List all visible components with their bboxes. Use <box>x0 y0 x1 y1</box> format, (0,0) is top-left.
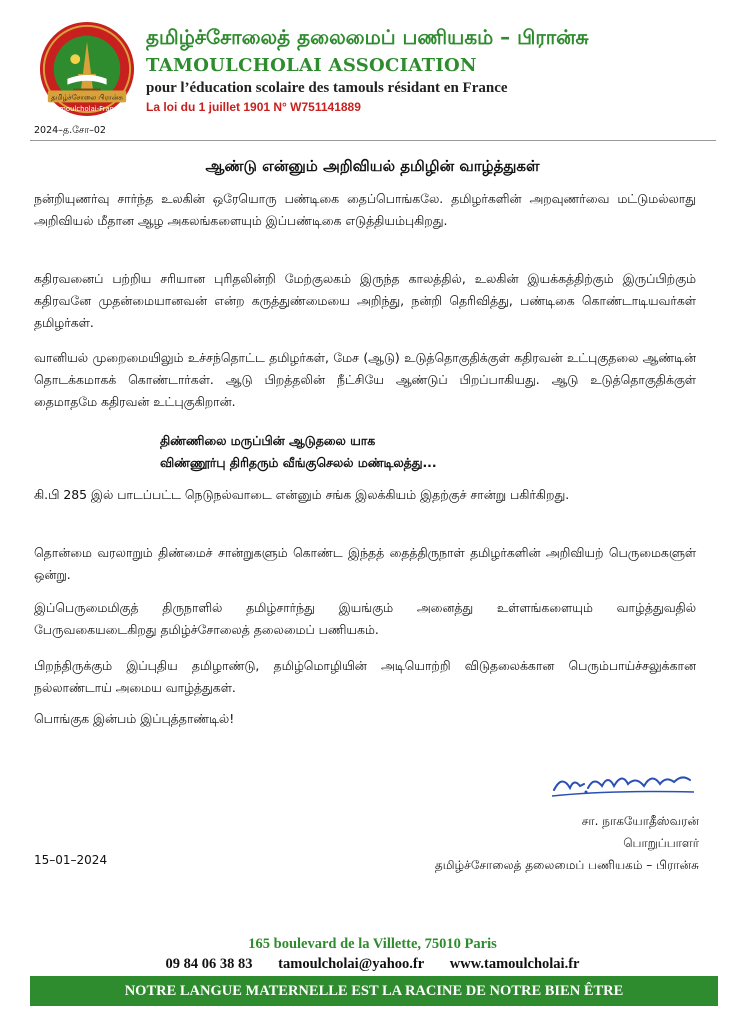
paragraph: இப்பெருமைமிகுத் திருநாளில் தமிழ்சார்ந்து இயங்கும் அனைத்து உள்ளங்களையும் வாழ்த்துவதில் பேருவகையடைகிறது தமிழ்ச்சோலைத் தலைமைப் பணியகம். <box>34 600 696 637</box>
footer-phone: 09 84 06 38 83 <box>165 956 253 972</box>
logo-text-bottom: Tamoulcholai-France <box>51 105 123 114</box>
footer-contacts <box>0 956 745 973</box>
verse-quote <box>160 430 437 474</box>
paragraph: கதிரவனைப் பற்றிய சரியான புரிதலின்றி மேற்குலகம் இருந்த காலத்தில், உலகின் இயக்கத்திற்கும் இருப்பிற்கும் கதிரவனே முதன்மையானவன் என்ற கருத்துண்மையை அறிந்து, நன்றி தெரிவித்து, பண்டிகை கொண்டாடியவர்கள் தமிழர்கள். <box>34 271 696 330</box>
association-logo <box>38 20 136 118</box>
letter-date: 15–01–2024 <box>34 853 108 867</box>
header-title-latin: TAMOULCHOLAI ASSOCIATION <box>146 55 477 76</box>
signatory-name: சா. நாகயோதீஸ்வரன் <box>581 814 699 828</box>
paragraph: நன்றியுணர்வு சார்ந்த உலகின் ஒரேயொரு பண்டிகை தைப்பொங்கலே. தமிழர்களின் அறவுணர்வை மட்டுமல்லாது அறிவியல் மீதான ஆழ அகலங்களையும் இப்பண்டிகை எடுத்தியம்புகிறது. <box>34 191 696 228</box>
logo-text-top: தமிழ்ச்சோலை பிரான்சு <box>51 93 123 102</box>
verse-line: திண்ணிலை மருப்பின் ஆடுதலை யாக <box>160 433 376 448</box>
verse-line: விண்ணூர்பு திரிதரும் வீங்குசெலல் மண்டிலத்து... <box>160 455 437 470</box>
header-divider <box>30 140 716 141</box>
paragraph: கி.பி 285 இல் பாடப்பட்ட நெடுநல்வாடை என்னும் சங்க இலக்கியம் இதற்குச் சான்று பகிர்கிறது. <box>34 487 570 502</box>
paragraph: வானியல் முறைமையிலும் உச்சந்தொட்ட தமிழர்கள், மேச (ஆடு) உடுத்தொகுதிக்குள் கதிரவன் உட்புகுதலை ஆண்டின் தொடக்கமாகக் கொண்டார்கள். ஆடு பிறத்தலின் நீட்சியே ஆண்டுப் பிறப்பாகியது. ஆடு உடுத்தொகுதிக்குள் தைமாதமே கதிரவன் உட்புகுகிறான். <box>34 350 696 409</box>
footer-website[interactable]: www.tamoulcholai.fr <box>449 956 580 972</box>
signatory-organization: தமிழ்ச்சோலைத் தலைமைப் பணியகம் – பிரான்சு <box>434 858 699 872</box>
closing-line: பொங்குக இன்பம் இப்புத்தாண்டில்! <box>34 711 235 726</box>
footer-email[interactable]: tamoulcholai@yahoo.fr <box>278 956 425 972</box>
letter-title: ஆண்டு என்னும் அறிவியல் தமிழின் வாழ்த்துகள் <box>205 157 540 175</box>
reference-number: 2024–த.சோ–02 <box>34 125 106 136</box>
paragraph: பிறந்திருக்கும் இப்புதிய தமிழாண்டு, தமிழ்மொழியின் அடியொற்றி விடுதலைக்கான பெரும்பாய்ச்சலுக்கான நல்லாண்டாய் அமைய வாழ்த்துகள். <box>34 658 696 695</box>
header-subtitle: pour l’éducation scolaire des tamouls résidant en France <box>146 80 508 96</box>
header-registration: La loi du 1 juillet 1901 N° W751141889 <box>146 100 361 114</box>
footer-motto-banner: NOTRE LANGUE MATERNELLE EST LA RACINE DE NOTRE BIEN ÊTRE <box>30 976 718 1006</box>
footer-address: 165 boulevard de la Villette, 75010 Paris <box>248 936 497 952</box>
paragraph: தொன்மை வரலாறும் திண்மைச் சான்றுகளும் கொண்ட இந்தத் தைத்திருநாள் தமிழர்களின் அறிவியற் பெருமைகளுள் ஒன்று. <box>34 545 696 582</box>
handwritten-signature <box>548 764 698 802</box>
signatory-role: பொறுப்பாளர் <box>623 836 699 850</box>
header-title-tamil: தமிழ்ச்சோலைத் தலைமைப் பணியகம் – பிரான்சு <box>146 25 589 49</box>
